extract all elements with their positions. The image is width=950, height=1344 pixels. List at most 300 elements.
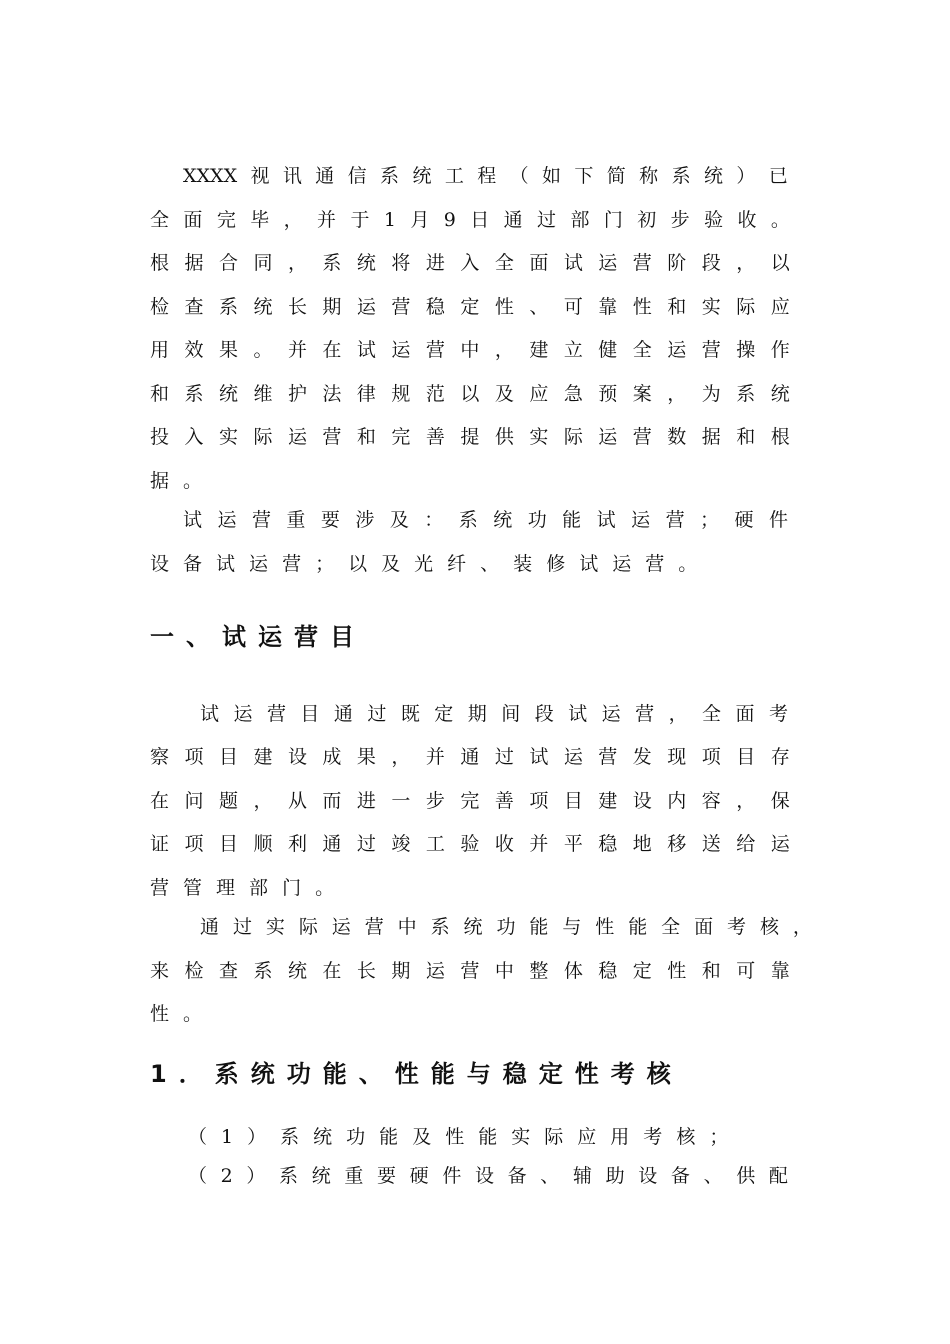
text-char: 设 <box>632 790 652 812</box>
text-char: 系 <box>184 383 204 405</box>
text-char: 简 <box>606 165 626 187</box>
scope-line-1 <box>183 507 788 533</box>
text-char: 。 <box>183 470 203 492</box>
text-char: 硬 <box>409 1165 429 1187</box>
text-char: 统 <box>218 383 238 405</box>
text-char: 期 <box>391 960 411 982</box>
text-char: 面 <box>735 703 755 725</box>
text-char: 通 <box>460 746 480 768</box>
text-char: 营 <box>425 339 445 361</box>
text-char: ） <box>246 1165 266 1187</box>
text-char: 供 <box>494 426 514 448</box>
section-heading-1 <box>150 620 366 654</box>
text-char: 运 <box>598 426 618 448</box>
text-char: 功 <box>286 1060 311 1088</box>
text-char: 提 <box>460 426 480 448</box>
text-char: 工 <box>425 833 445 855</box>
text-char: 长 <box>356 960 376 982</box>
text-char: 系 <box>218 296 238 318</box>
intro-line-3 <box>150 250 790 276</box>
text-char: 现 <box>667 746 687 768</box>
text-char: 考 <box>643 1126 663 1148</box>
text-char: 运 <box>770 833 790 855</box>
intro-line-2 <box>150 207 790 233</box>
text-char: 阶 <box>667 252 687 274</box>
text-char: 部 <box>570 209 590 231</box>
text-char: 而 <box>322 790 342 812</box>
text-char: ， <box>283 209 303 231</box>
intro-line-1 <box>183 163 788 189</box>
text-char: 证 <box>150 833 170 855</box>
text-char: 称 <box>639 165 659 187</box>
text-char: 统 <box>412 165 432 187</box>
text-char: 并 <box>317 209 337 231</box>
text-char: 系 <box>214 1060 239 1088</box>
text-char: 运 <box>631 509 651 531</box>
text-char: 与 <box>562 916 582 938</box>
text-char: 及 <box>381 553 401 575</box>
text-char: 立 <box>563 339 583 361</box>
text-char: 面 <box>529 252 549 274</box>
text-char: 全 <box>661 916 681 938</box>
text-char: 平 <box>563 833 583 855</box>
text-char: ， <box>668 703 688 725</box>
text-char: 系 <box>280 1126 300 1148</box>
text-char: 系 <box>458 509 478 531</box>
text-char: 进 <box>425 252 445 274</box>
text-char: 进 <box>356 790 376 812</box>
text-char: 实 <box>218 426 238 448</box>
text-char: 功 <box>527 509 547 531</box>
text-char: 要 <box>320 509 340 531</box>
text-char: 。 <box>315 877 335 899</box>
text-char: ， <box>792 916 812 938</box>
text-char: 用 <box>150 339 170 361</box>
text-char: 中 <box>494 960 514 982</box>
text-char: 段 <box>534 703 554 725</box>
text-char: 、 <box>186 623 210 651</box>
purpose2-line-3 <box>150 1001 790 1027</box>
text-char: 门 <box>603 209 623 231</box>
text-char: 系 <box>736 383 756 405</box>
text-char: 同 <box>253 252 273 274</box>
text-char: ； <box>709 1126 729 1148</box>
text-char: 稳 <box>598 833 618 855</box>
text-char: 能 <box>379 1126 399 1148</box>
text-char: 过 <box>356 833 376 855</box>
text-char: 性 <box>632 296 652 318</box>
text-char: 统 <box>311 1165 331 1187</box>
text-char: 整 <box>529 960 549 982</box>
text-char: 性 <box>445 1126 465 1148</box>
text-char: 步 <box>425 790 445 812</box>
text-char: 试 <box>222 623 246 651</box>
text-char: 过 <box>494 746 514 768</box>
text-char: 运 <box>217 509 237 531</box>
text-char: ） <box>736 165 756 187</box>
text-char: 功 <box>346 1126 366 1148</box>
text-char: 内 <box>667 790 687 812</box>
text-char: 据 <box>150 470 170 492</box>
text-char: 检 <box>150 296 170 318</box>
text-char: 系 <box>430 916 450 938</box>
list-item <box>188 1163 788 1189</box>
text-char: 靠 <box>598 296 618 318</box>
text-char: 际 <box>563 426 583 448</box>
text-char: 运 <box>233 703 253 725</box>
text-char: 性 <box>574 1060 599 1088</box>
text-char: 毕 <box>250 209 270 231</box>
purpose-line-4 <box>150 831 790 857</box>
text-char: 并 <box>425 746 445 768</box>
text-char: 、 <box>703 1165 723 1187</box>
text-char: 实 <box>511 1126 531 1148</box>
text-char: 善 <box>425 426 445 448</box>
text-char: 门 <box>282 877 302 899</box>
text-char: ， <box>391 746 411 768</box>
text-char: 一 <box>391 790 411 812</box>
text-char: 稳 <box>598 960 618 982</box>
text-char: 9 <box>443 209 456 231</box>
text-char: 既 <box>400 703 420 725</box>
text-char: 期 <box>467 703 487 725</box>
text-char: 律 <box>356 383 376 405</box>
text-char: 中 <box>460 339 480 361</box>
text-char: ， <box>494 339 514 361</box>
text-char: 光 <box>414 553 434 575</box>
text-char: 性 <box>394 1060 419 1088</box>
text-char: 操 <box>736 339 756 361</box>
text-char: 能 <box>322 1060 347 1088</box>
text-char: 收 <box>737 209 757 231</box>
text-char: 稳 <box>425 296 445 318</box>
text-char: 从 <box>287 790 307 812</box>
text-char: 营 <box>150 877 170 899</box>
text-char: 信 <box>347 165 367 187</box>
text-char: 目 <box>330 623 354 651</box>
text-char: 如 <box>542 165 562 187</box>
text-char: 设 <box>287 746 307 768</box>
text-char: 纤 <box>447 553 467 575</box>
text-char: 性 <box>667 960 687 982</box>
text-char: 性 <box>595 916 615 938</box>
text-char: 步 <box>670 209 690 231</box>
text-char: 已 <box>768 165 788 187</box>
text-char: 完 <box>216 209 236 231</box>
text-char: 统 <box>463 916 483 938</box>
text-char: 题 <box>218 790 238 812</box>
text-char: 健 <box>598 339 618 361</box>
text-char: 稳 <box>502 1060 527 1088</box>
purpose-line-3 <box>150 788 790 814</box>
text-char: 面 <box>694 916 714 938</box>
text-char: 功 <box>496 916 516 938</box>
text-char: 期 <box>322 296 342 318</box>
text-char: 设 <box>474 1165 494 1187</box>
text-char: 规 <box>391 383 411 405</box>
text-char: 修 <box>546 553 566 575</box>
text-char: （ <box>509 165 529 187</box>
text-char: 考 <box>727 916 747 938</box>
text-char: 保 <box>770 790 790 812</box>
text-char: 营 <box>598 746 618 768</box>
text-char: ； <box>700 509 720 531</box>
text-char: 、 <box>480 553 500 575</box>
text-char: ， <box>736 790 756 812</box>
text-char: 际 <box>544 1126 564 1148</box>
text-char: 果 <box>356 746 376 768</box>
text-char: 预 <box>598 383 618 405</box>
text-char: 维 <box>253 383 273 405</box>
text-char: 讯 <box>282 165 302 187</box>
text-char: 试 <box>183 509 203 531</box>
purpose-line-5 <box>150 875 790 901</box>
text-char: 存 <box>770 746 790 768</box>
text-char: 际 <box>253 426 273 448</box>
intro-line-8 <box>150 468 790 494</box>
text-char: 据 <box>701 426 721 448</box>
text-char: 目 <box>218 833 238 855</box>
text-char: ， <box>736 252 756 274</box>
text-char: 考 <box>768 703 788 725</box>
text-char: （ <box>188 1165 208 1187</box>
text-char: 急 <box>563 383 583 405</box>
text-char: 统 <box>313 1126 333 1148</box>
text-char: 善 <box>494 790 514 812</box>
text-char: ） <box>247 1126 267 1148</box>
text-char: 考 <box>610 1060 635 1088</box>
text-char: 可 <box>563 296 583 318</box>
text-char: 统 <box>493 509 513 531</box>
text-char: 核 <box>676 1126 696 1148</box>
text-char: 全 <box>632 339 652 361</box>
text-char: 能 <box>562 509 582 531</box>
text-char: 法 <box>322 383 342 405</box>
text-char: 性 <box>494 296 514 318</box>
text-char: 根 <box>770 426 790 448</box>
text-char: 利 <box>287 833 307 855</box>
text-char: 件 <box>442 1165 462 1187</box>
text-char: 在 <box>150 790 170 812</box>
text-char: 营 <box>635 703 655 725</box>
text-char: 能 <box>529 916 549 938</box>
text-char: 系 <box>322 252 342 274</box>
text-char: 设 <box>638 1165 658 1187</box>
text-char: 果 <box>218 339 238 361</box>
intro-line-4 <box>150 294 790 320</box>
text-char: 统 <box>356 252 376 274</box>
text-char: 运 <box>598 252 618 274</box>
text-char: 重 <box>286 509 306 531</box>
text-char: 完 <box>460 790 480 812</box>
text-char: 问 <box>184 790 204 812</box>
text-char: 际 <box>298 916 318 938</box>
text-char: 统 <box>770 383 790 405</box>
text-char: 2 <box>220 1165 233 1187</box>
text-char: 月 <box>410 209 430 231</box>
text-char: 在 <box>322 960 342 982</box>
text-char: 部 <box>249 877 269 899</box>
text-char: 试 <box>568 703 588 725</box>
intro-line-5 <box>150 337 790 363</box>
text-char: 实 <box>529 426 549 448</box>
text-char: 统 <box>287 960 307 982</box>
text-char: 运 <box>249 553 269 575</box>
text-char: 合 <box>218 252 238 274</box>
text-char: 容 <box>701 790 721 812</box>
text-char: 案 <box>632 383 652 405</box>
text-char: 来 <box>150 960 170 982</box>
text-char: 及 <box>412 1126 432 1148</box>
text-char: 1 <box>221 1126 234 1148</box>
text-char: 成 <box>322 746 342 768</box>
text-char: 管 <box>183 877 203 899</box>
text-char: 试 <box>579 553 599 575</box>
text-char: 、 <box>540 1165 560 1187</box>
text-char: 应 <box>770 296 790 318</box>
text-char: 营 <box>632 252 652 274</box>
text-char: 核 <box>759 916 779 938</box>
text-char: 1 <box>383 209 396 231</box>
text-char: 一 <box>150 623 174 651</box>
text-char: 助 <box>605 1165 625 1187</box>
text-char: ， <box>253 790 273 812</box>
text-char: 实 <box>265 916 285 938</box>
text-char: 运 <box>258 623 282 651</box>
text-char: 试 <box>356 339 376 361</box>
purpose-line-1 <box>200 701 788 727</box>
text-char: 核 <box>646 1060 671 1088</box>
text-char: 设 <box>150 553 170 575</box>
purpose-line-2 <box>150 744 790 770</box>
text-char: 全 <box>702 703 722 725</box>
text-char: 竣 <box>391 833 411 855</box>
text-char: 应 <box>577 1126 597 1148</box>
text-char: 营 <box>364 916 384 938</box>
intro-line-7 <box>150 424 790 450</box>
text-char: 和 <box>356 426 376 448</box>
text-char: 运 <box>667 339 687 361</box>
text-char: 间 <box>501 703 521 725</box>
text-char: 通 <box>333 703 353 725</box>
text-char: 营 <box>282 553 302 575</box>
text-char: 地 <box>632 833 652 855</box>
text-char: 定 <box>434 703 454 725</box>
text-char: 。 <box>253 339 273 361</box>
text-char: 建 <box>253 746 273 768</box>
text-char: 系 <box>380 165 400 187</box>
text-char: 装 <box>513 553 533 575</box>
text-char: 根 <box>150 252 170 274</box>
text-char: 能 <box>478 1126 498 1148</box>
text-char: ， <box>287 252 307 274</box>
text-char: 营 <box>645 553 665 575</box>
text-char: 供 <box>736 1165 756 1187</box>
text-char: 试 <box>200 703 220 725</box>
text-char: 体 <box>563 960 583 982</box>
text-char: 过 <box>232 916 252 938</box>
text-char: 发 <box>632 746 652 768</box>
text-char: 察 <box>150 746 170 768</box>
list-item <box>188 1124 788 1150</box>
text-char: 能 <box>430 1060 455 1088</box>
text-char: 备 <box>507 1165 527 1187</box>
text-char: 定 <box>460 296 480 318</box>
text-char: 视 <box>250 165 270 187</box>
text-char: 投 <box>150 426 170 448</box>
text-char: 应 <box>529 383 549 405</box>
text-char: 目 <box>736 746 756 768</box>
text-char: 涉 <box>355 509 375 531</box>
text-char: 以 <box>770 252 790 274</box>
text-char: 试 <box>216 553 236 575</box>
text-char: 营 <box>701 339 721 361</box>
text-char: 项 <box>529 790 549 812</box>
text-char: 于 <box>350 209 370 231</box>
text-char: 与 <box>466 1060 491 1088</box>
text-char: 运 <box>287 426 307 448</box>
text-char: 运 <box>612 553 632 575</box>
text-char: 通 <box>322 833 342 855</box>
text-char: 运 <box>331 916 351 938</box>
text-char: 营 <box>391 296 411 318</box>
text-char: 。 <box>770 209 790 231</box>
text-char: 、 <box>358 1060 383 1088</box>
text-char: 目 <box>300 703 320 725</box>
text-char: 运 <box>425 960 445 982</box>
text-char: 统 <box>250 1060 275 1088</box>
text-char: 运 <box>356 296 376 318</box>
text-char: 长 <box>287 296 307 318</box>
text-char: 和 <box>150 383 170 405</box>
text-char: 可 <box>736 960 756 982</box>
text-char: 护 <box>287 383 307 405</box>
text-char: 过 <box>367 703 387 725</box>
text-char: 面 <box>183 209 203 231</box>
text-char: 备 <box>670 1165 690 1187</box>
text-char: XXXX <box>183 165 238 187</box>
text-char: 验 <box>460 833 480 855</box>
text-char: 试 <box>563 252 583 274</box>
text-char: 为 <box>701 383 721 405</box>
text-char: 营 <box>266 703 286 725</box>
text-char: 过 <box>537 209 557 231</box>
text-char: 营 <box>251 509 271 531</box>
text-char: 初 <box>637 209 657 231</box>
text-char: 收 <box>494 833 514 855</box>
text-char: 定 <box>538 1060 563 1088</box>
text-char: 运 <box>563 746 583 768</box>
text-char: 效 <box>184 339 204 361</box>
text-char: 营 <box>294 623 318 651</box>
text-char: 日 <box>470 209 490 231</box>
text-char: 、 <box>529 296 549 318</box>
text-char: 。 <box>678 553 698 575</box>
text-char: 系 <box>253 960 273 982</box>
text-char: 段 <box>701 252 721 274</box>
text-char: 入 <box>184 426 204 448</box>
text-char: 和 <box>701 960 721 982</box>
text-char: 范 <box>425 383 445 405</box>
text-char: 运 <box>391 339 411 361</box>
text-char: 通 <box>315 165 335 187</box>
text-char: 建 <box>598 790 618 812</box>
text-char: 通 <box>503 209 523 231</box>
text-char: 检 <box>184 960 204 982</box>
text-char: 据 <box>184 252 204 274</box>
text-char: 并 <box>529 833 549 855</box>
text-char: 目 <box>218 746 238 768</box>
